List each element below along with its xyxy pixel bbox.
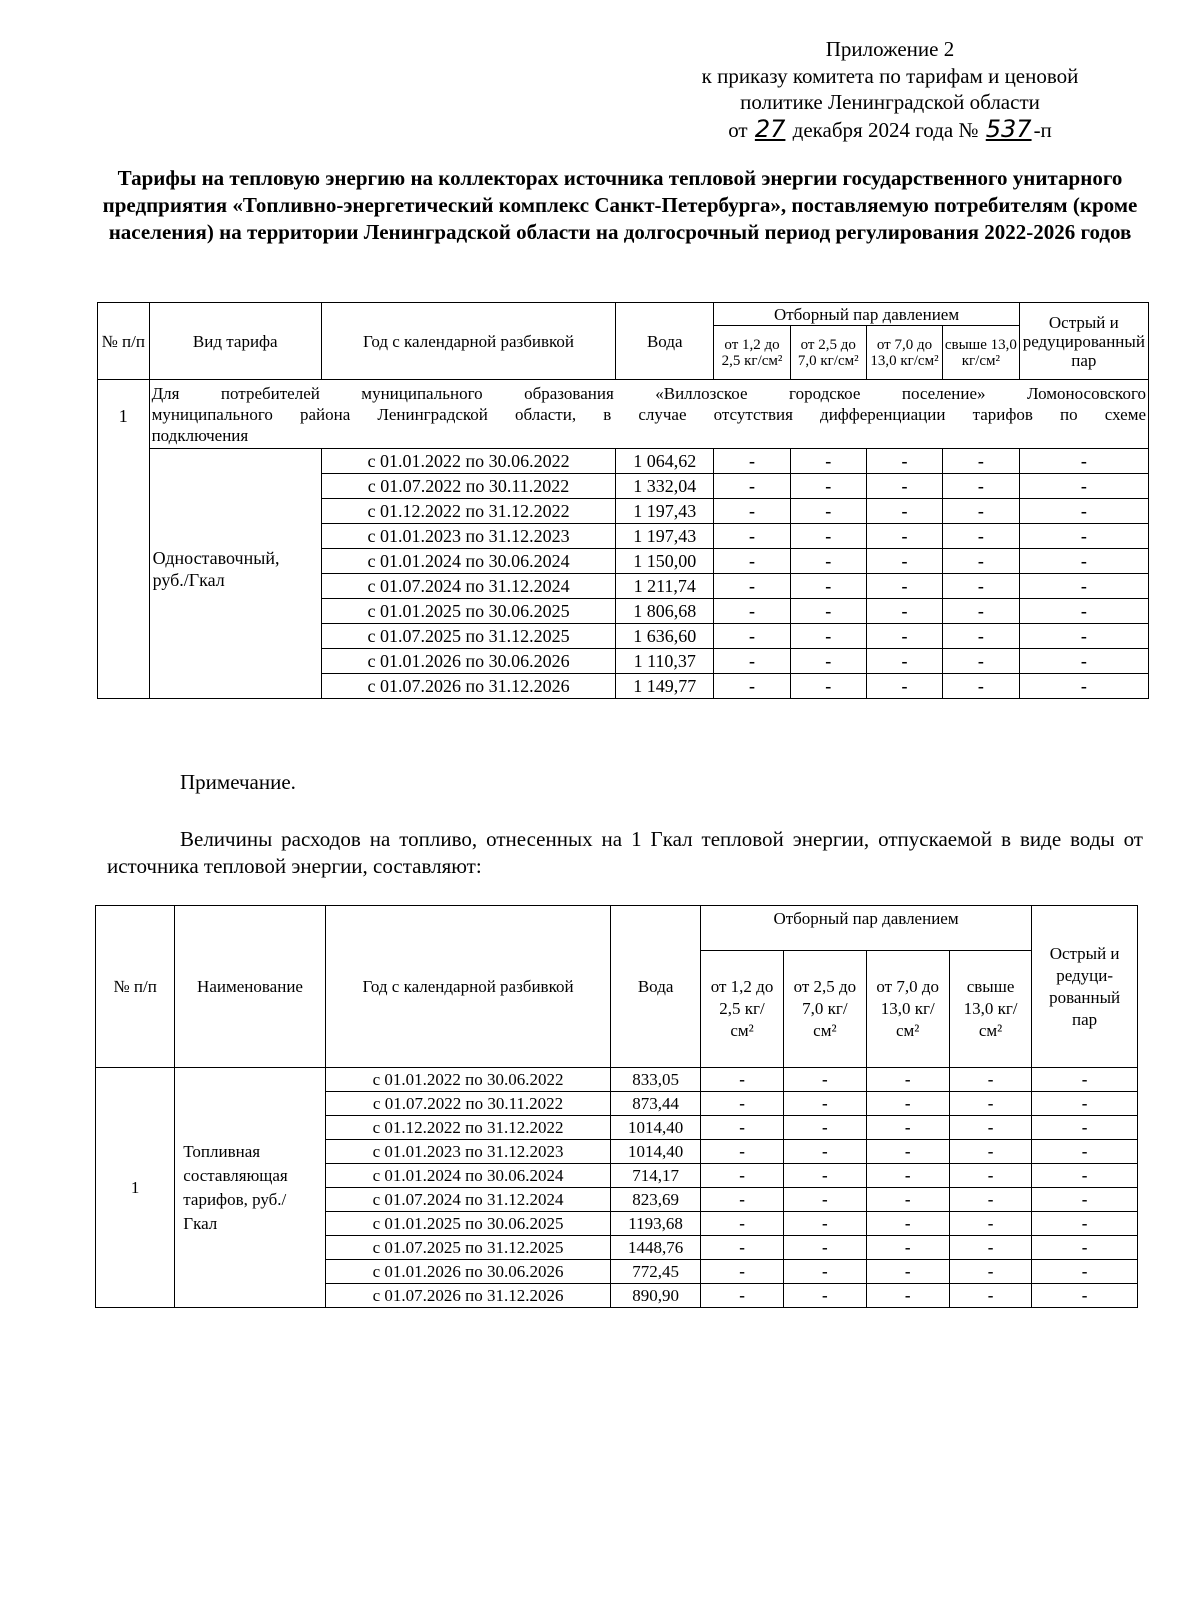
t2-period: с 01.07.2025 по 31.12.2025 [325,1236,611,1260]
t1-period: с 01.01.2026 по 30.06.2026 [321,649,615,674]
t2-water: 873,44 [611,1092,700,1116]
handwritten-day: 27 [754,114,786,143]
t2-steam-4: - [949,1116,1031,1140]
t2-sharp: - [1032,1260,1138,1284]
t2-steam-1: - [700,1260,783,1284]
t1-steam-3: - [866,474,942,499]
t1-steam-2: - [790,574,866,599]
t2-sharp: - [1032,1212,1138,1236]
t1-steam-4: - [943,499,1020,524]
t2-group-num: 1 [96,1068,175,1308]
t2-steam-2: - [784,1236,866,1260]
table1-group-row [98,380,1149,449]
t2-steam-3: - [866,1116,949,1140]
t2-header-steam-2: от 2,5 до 7,0 кг/см² [784,951,866,1068]
t1-steam-3: - [866,599,942,624]
t1-sharp: - [1019,674,1148,699]
t1-steam-3: - [866,499,942,524]
t1-steam-3: - [866,574,942,599]
t1-steam-4: - [943,474,1020,499]
t1-water: 1 197,43 [616,499,714,524]
t2-water: 1193,68 [611,1212,700,1236]
t1-period: с 01.01.2025 по 30.06.2025 [321,599,615,624]
t1-group-num: 1 [98,380,150,699]
t1-steam-2: - [790,449,866,474]
t1-water: 1 064,62 [616,449,714,474]
t2-water: 833,05 [611,1068,700,1092]
t1-header-year: Год с календарной разбивкой [321,303,615,380]
t2-period: с 01.01.2022 по 30.06.2022 [325,1068,611,1092]
t2-period: с 01.07.2024 по 31.12.2024 [325,1188,611,1212]
t1-steam-2: - [790,624,866,649]
annex-date-middle: декабря 2024 года № [792,117,979,142]
t2-sharp: - [1032,1140,1138,1164]
t1-steam-4: - [943,549,1020,574]
note-heading: Примечание. [180,770,296,794]
t2-steam-3: - [866,1212,949,1236]
t1-steam-4: - [943,624,1020,649]
t2-steam-2: - [784,1092,866,1116]
t2-steam-4: - [949,1164,1031,1188]
t2-steam-2: - [784,1116,866,1140]
t1-period: с 01.07.2022 по 30.11.2022 [321,474,615,499]
t1-header-tariff-type: Вид тарифа [149,303,321,380]
t1-group-description [149,380,1148,449]
t1-steam-2: - [790,499,866,524]
t1-steam-1: - [714,574,790,599]
t1-group-line-1: Для потребителей муниципального образования «Виллозское городское поселение» Ломоносовского [151,383,1146,403]
t2-steam-1: - [700,1092,783,1116]
t1-header-steam-4: свыше 13,0 кг/см² [943,326,1020,380]
t1-water: 1 332,04 [616,474,714,499]
t2-header-steam-4: свыше 13,0 кг/см² [949,951,1031,1068]
t2-steam-2: - [784,1140,866,1164]
t2-water: 1014,40 [611,1140,700,1164]
t2-sharp: - [1032,1284,1138,1308]
t2-steam-4: - [949,1236,1031,1260]
annex-line-2: к приказу комитета по тарифам и ценовой [701,63,1079,88]
t2-steam-4: - [949,1068,1031,1092]
t1-steam-2: - [790,524,866,549]
t2-period: с 01.01.2026 по 30.06.2026 [325,1260,611,1284]
t1-water: 1 197,43 [616,524,714,549]
t2-water: 772,45 [611,1260,700,1284]
t2-water: 714,17 [611,1164,700,1188]
t1-steam-2: - [790,649,866,674]
t2-period: с 01.07.2026 по 31.12.2026 [325,1284,611,1308]
t1-steam-1: - [714,524,790,549]
tariff-table [97,302,1149,699]
t1-period: с 01.01.2024 по 30.06.2024 [321,549,615,574]
t1-period: с 01.12.2022 по 31.12.2022 [321,499,615,524]
t2-header-num: № п/п [96,906,175,1068]
t2-steam-4: - [949,1212,1031,1236]
t1-sharp: - [1019,499,1148,524]
t1-group-line-2: муниципального района Ленинградской области, в случае отсутствия дифференциации тарифов по схеме [151,404,1146,424]
table-row [98,449,1149,474]
annex-line-4 [640,116,1140,144]
t2-steam-4: - [949,1092,1031,1116]
t2-steam-2: - [784,1068,866,1092]
t1-header-water: Вода [616,303,714,380]
t2-steam-3: - [866,1260,949,1284]
t2-steam-1: - [700,1236,783,1260]
t2-period: с 01.12.2022 по 31.12.2022 [325,1116,611,1140]
t1-steam-4: - [943,599,1020,624]
t1-period: с 01.01.2023 по 31.12.2023 [321,524,615,549]
t1-period: с 01.07.2025 по 31.12.2025 [321,624,615,649]
annex-line-3: политике Ленинградской области [740,90,1040,114]
t2-sharp: - [1032,1164,1138,1188]
annex-header [640,36,1140,143]
t1-steam-1: - [714,599,790,624]
t2-steam-3: - [866,1284,949,1308]
t1-steam-3: - [866,624,942,649]
t2-sharp: - [1032,1068,1138,1092]
t1-steam-3: - [866,674,942,699]
t1-water: 1 211,74 [616,574,714,599]
t1-water: 1 110,37 [616,649,714,674]
t1-steam-1: - [714,649,790,674]
t1-sharp: - [1019,599,1148,624]
t1-steam-4: - [943,674,1020,699]
t1-period: с 01.07.2024 по 31.12.2024 [321,574,615,599]
t1-steam-1: - [714,499,790,524]
t1-tariff-type: Одноставочный, руб./Гкал [149,449,321,699]
t1-header-steam: Отборный пар давлением [714,303,1019,326]
table1-header-row-1 [98,303,1149,326]
annex-date-prefix: от [728,117,748,142]
t2-header-water: Вода [611,906,700,1068]
t1-steam-4: - [943,524,1020,549]
t1-sharp: - [1019,474,1148,499]
table2-header-row-1 [96,906,1138,951]
t2-steam-2: - [784,1164,866,1188]
t2-header-steam-1: от 1,2 до 2,5 кг/см² [700,951,783,1068]
t1-header-sharp: Острый и редуцированный пар [1019,303,1148,380]
t2-steam-3: - [866,1068,949,1092]
t2-steam-2: - [784,1284,866,1308]
t1-period: с 01.07.2026 по 31.12.2026 [321,674,615,699]
t1-steam-1: - [714,549,790,574]
document-title: Тарифы на тепловую энергию на коллекторах источника тепловой энергии государственного унитарного предприятия «Топливно-энергетический комплекс Санкт-Петербурга», поставляемую потребителям (кроме населения) на территории Ленинградской области на долгосрочный период регулирования 2022-2026 годов [102,166,1138,244]
t1-steam-1: - [714,449,790,474]
t2-period: с 01.01.2025 по 30.06.2025 [325,1212,611,1236]
t2-water: 1014,40 [611,1116,700,1140]
t1-steam-1: - [714,624,790,649]
t1-sharp: - [1019,524,1148,549]
t1-steam-4: - [943,449,1020,474]
t2-steam-4: - [949,1140,1031,1164]
annex-line-1: Приложение 2 [825,37,955,61]
t1-steam-3: - [866,549,942,574]
t2-period: с 01.01.2024 по 30.06.2024 [325,1164,611,1188]
t1-sharp: - [1019,624,1148,649]
t1-steam-1: - [714,474,790,499]
t2-water: 1448,76 [611,1236,700,1260]
t2-steam-1: - [700,1212,783,1236]
t1-steam-4: - [943,649,1020,674]
note-text: Величины расходов на топливо, отнесенных на 1 Гкал тепловой энергии, отпускаемой в виде воды от источника тепловой энергии, составляют: [107,827,1143,878]
t1-group-line-3: подключения [151,425,249,445]
t1-header-steam-2: от 2,5 до 7,0 кг/см² [790,326,866,380]
t1-sharp: - [1019,574,1148,599]
t2-name: Топливная составляющая тарифов, руб./Гкал [175,1068,325,1308]
t1-steam-2: - [790,599,866,624]
t2-period: с 01.07.2022 по 30.11.2022 [325,1092,611,1116]
t1-period: с 01.01.2022 по 30.06.2022 [321,449,615,474]
t2-header-name: Наименование [175,906,325,1068]
t2-steam-3: - [866,1236,949,1260]
t2-water: 823,69 [611,1188,700,1212]
t1-steam-2: - [790,474,866,499]
t2-steam-4: - [949,1260,1031,1284]
t2-steam-3: - [866,1092,949,1116]
t1-steam-2: - [790,674,866,699]
t2-steam-1: - [700,1140,783,1164]
t1-sharp: - [1019,449,1148,474]
handwritten-order-number: 537 [985,114,1032,143]
t1-steam-3: - [866,449,942,474]
t2-steam-1: - [700,1164,783,1188]
t2-steam-4: - [949,1284,1031,1308]
t2-header-sharp: Острый и редуци-рованный пар [1032,906,1138,1068]
t1-header-steam-3: от 7,0 до 13,0 кг/см² [866,326,942,380]
t1-sharp: - [1019,549,1148,574]
t1-steam-3: - [866,524,942,549]
t2-steam-2: - [784,1260,866,1284]
t1-header-steam-1: от 1,2 до 2,5 кг/см² [714,326,790,380]
t1-steam-1: - [714,674,790,699]
t2-steam-3: - [866,1140,949,1164]
t2-water: 890,90 [611,1284,700,1308]
t2-steam-1: - [700,1188,783,1212]
t2-header-steam: Отборный пар давлением [700,906,1031,951]
t2-steam-3: - [866,1164,949,1188]
t2-steam-1: - [700,1284,783,1308]
t2-steam-2: - [784,1212,866,1236]
t1-steam-3: - [866,649,942,674]
t2-sharp: - [1032,1116,1138,1140]
t1-steam-2: - [790,549,866,574]
t2-header-year: Год с календарной разбивкой [325,906,611,1068]
t2-steam-3: - [866,1188,949,1212]
t1-water: 1 150,00 [616,549,714,574]
fuel-component-table [95,905,1138,1308]
t2-steam-1: - [700,1068,783,1092]
t2-steam-1: - [700,1116,783,1140]
t2-steam-4: - [949,1188,1031,1212]
t1-water: 1 636,60 [616,624,714,649]
annex-number-suffix: -п [1033,117,1052,142]
t1-water: 1 806,68 [616,599,714,624]
table-row [96,1068,1138,1092]
t1-water: 1 149,77 [616,674,714,699]
t1-steam-4: - [943,574,1020,599]
t2-steam-2: - [784,1188,866,1212]
t1-header-num: № п/п [98,303,150,380]
t2-period: с 01.01.2023 по 31.12.2023 [325,1140,611,1164]
t2-sharp: - [1032,1092,1138,1116]
t2-sharp: - [1032,1188,1138,1212]
t1-sharp: - [1019,649,1148,674]
t2-header-steam-3: от 7,0 до 13,0 кг/см² [866,951,949,1068]
t2-sharp: - [1032,1236,1138,1260]
